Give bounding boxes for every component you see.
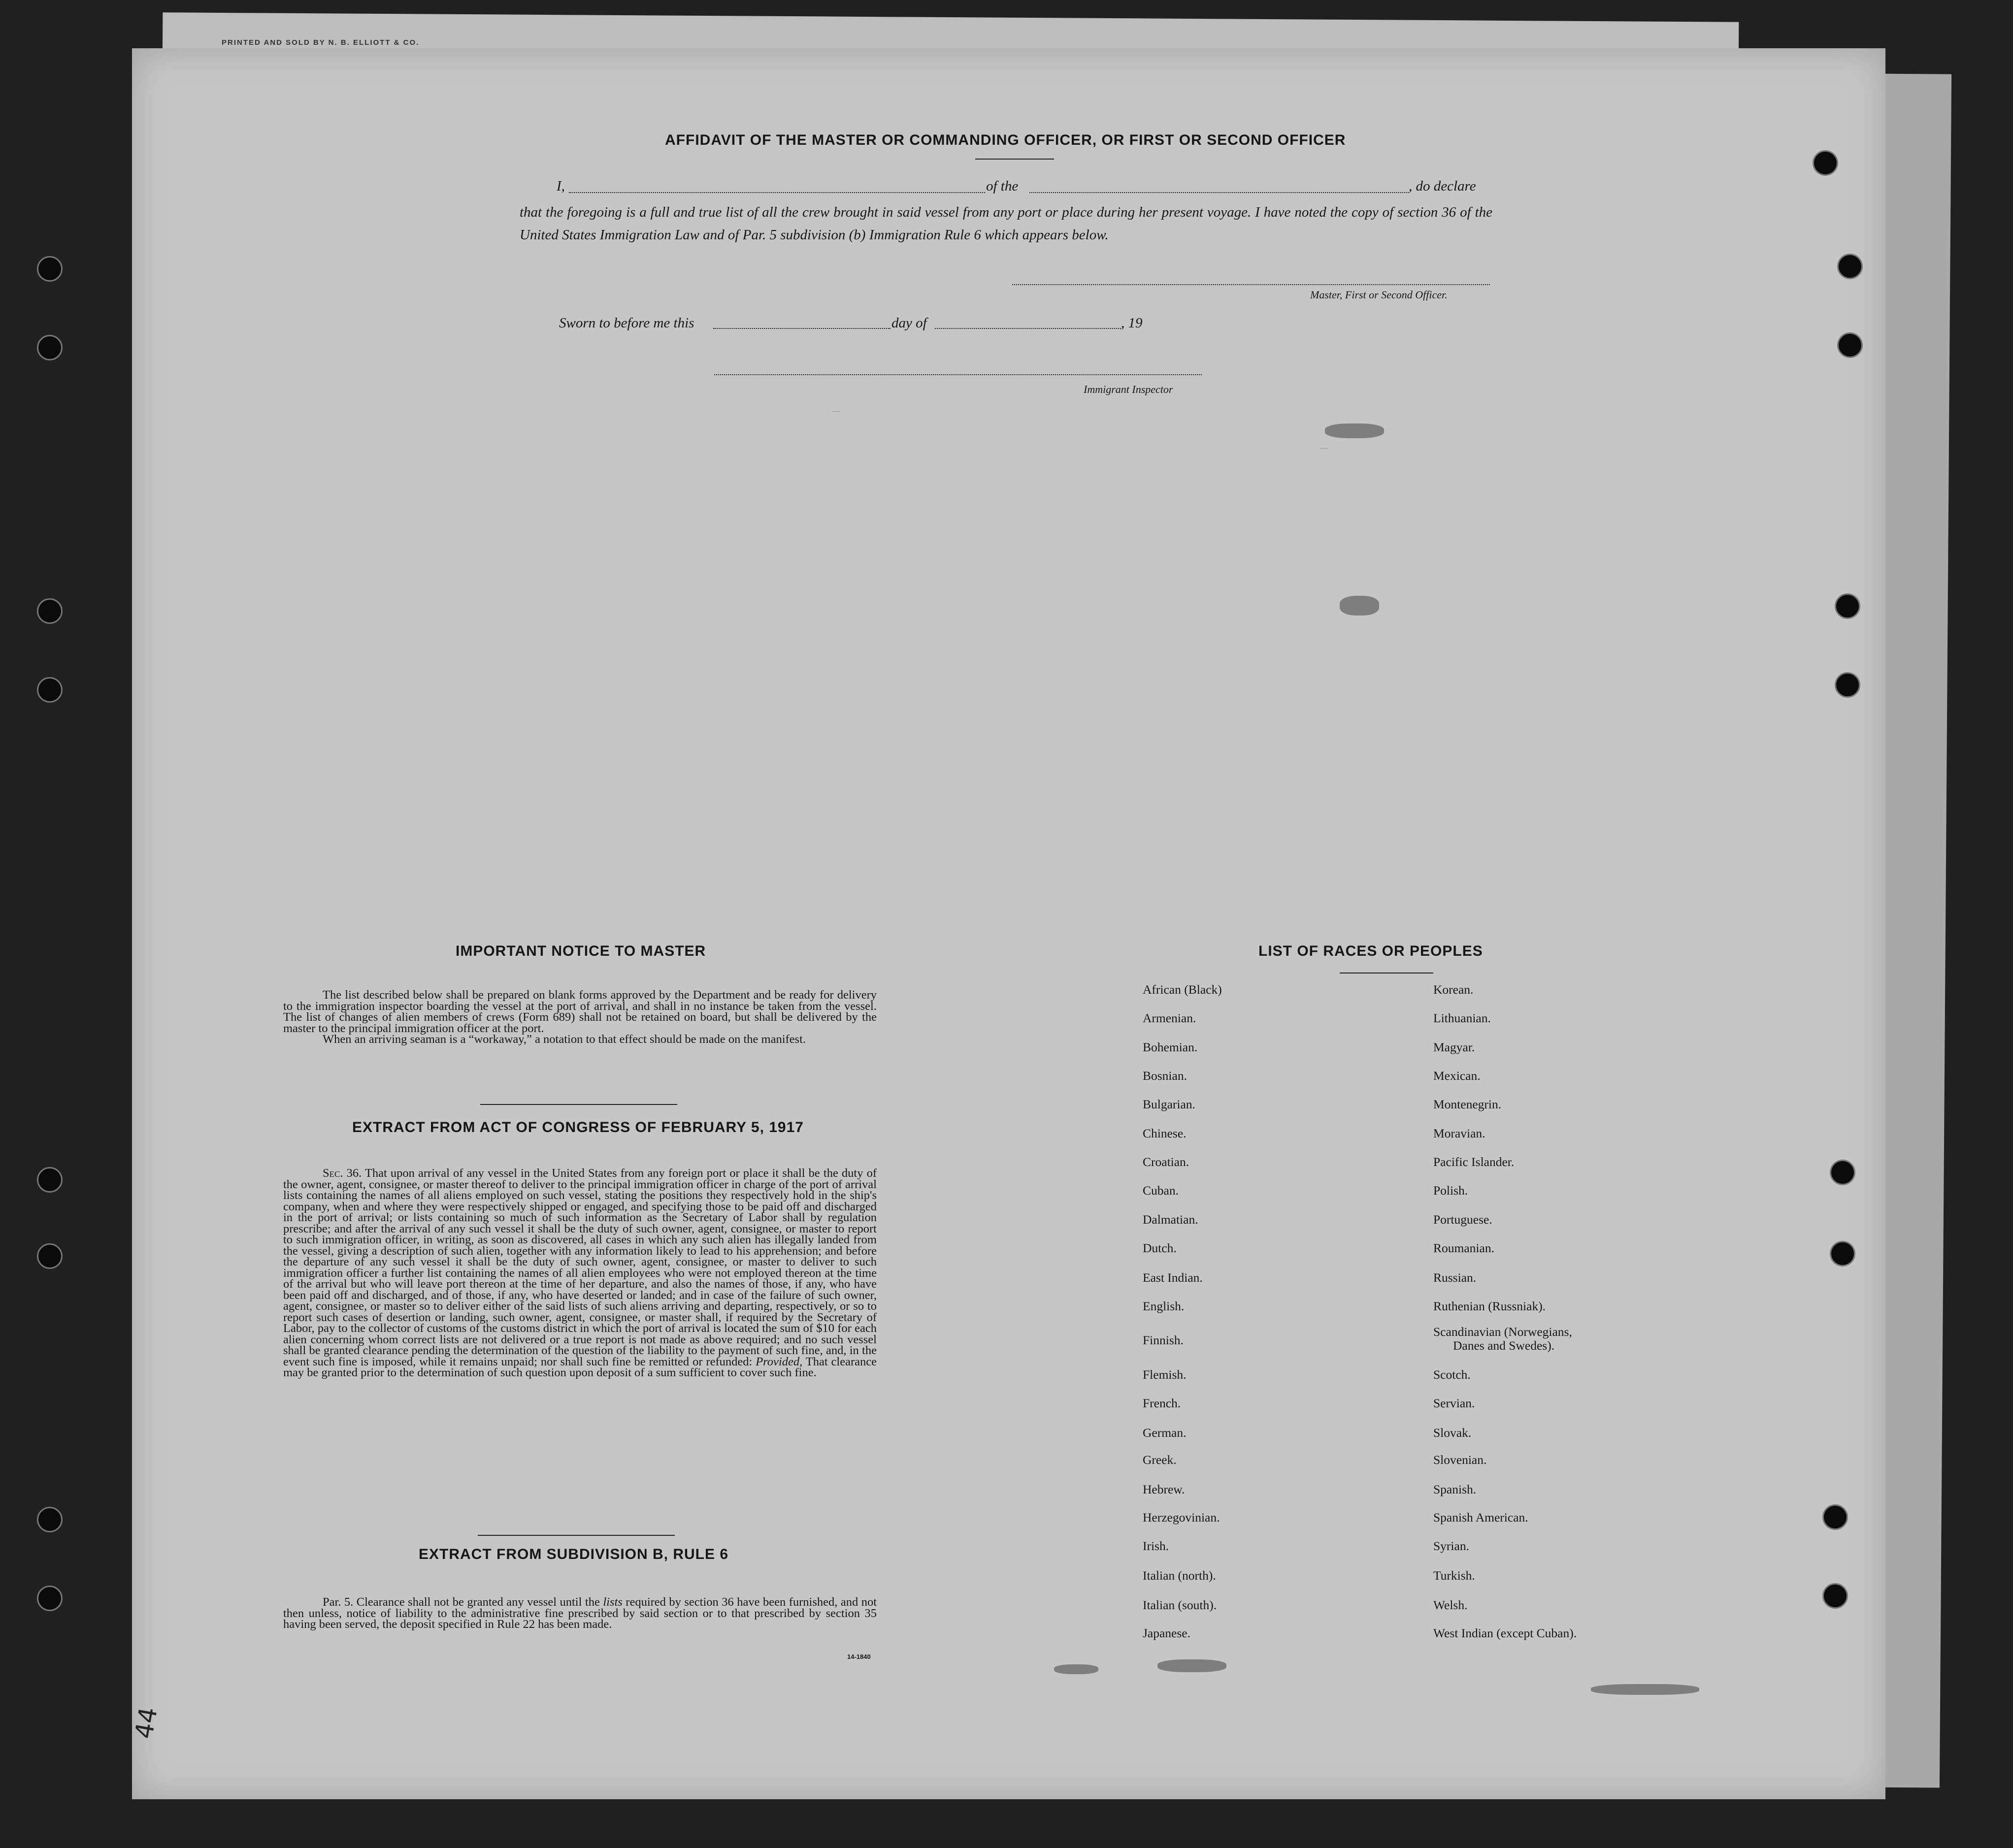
race-item: Magyar. <box>1433 1040 1475 1054</box>
punch-hole <box>1835 593 1860 619</box>
sworn-year-label: , 19 <box>1121 315 1143 331</box>
race-item: Syrian. <box>1433 1539 1469 1553</box>
inspector-signature-field[interactable] <box>714 374 1202 375</box>
race-item: Italian (north). <box>1143 1568 1216 1583</box>
race-item: Slovenian. <box>1433 1453 1487 1467</box>
declarant-prefix: I, <box>557 178 565 194</box>
race-item: Scotch. <box>1433 1367 1471 1382</box>
race-item: Italian (south). <box>1143 1598 1217 1612</box>
race-item: Spanish American. <box>1433 1510 1528 1524</box>
act-separator <box>478 1535 675 1536</box>
race-item: Portuguese. <box>1433 1212 1492 1227</box>
race-item: Lithuanian. <box>1433 1011 1491 1025</box>
section-label: Sec. 36. <box>323 1167 362 1180</box>
race-item: Slovak. <box>1433 1426 1472 1440</box>
race-item: Korean. <box>1433 982 1474 997</box>
sworn-month-field[interactable] <box>935 328 1121 329</box>
ink-smudge <box>1591 1684 1699 1695</box>
notice-paragraph: The list described below shall be prepared on blank forms approved by the Department and be ready for delivery to the immigration inspector boarding the vessel at the port of arrival, and shall in no instance be taken from the vessel. The list of changes of alien members of crews (Form 689) shall not be retained on board, but shall be delivered by the master to the principal immigration officer at the port. <box>283 988 877 1035</box>
punch-hole <box>37 335 63 360</box>
sworn-prefix: Sworn to before me this <box>559 315 694 331</box>
punch-hole <box>37 598 63 624</box>
ink-smudge <box>1157 1659 1226 1672</box>
inspector-label: Immigrant Inspector <box>1084 383 1173 395</box>
ink-smudge <box>1340 596 1379 616</box>
punch-hole <box>1813 150 1838 176</box>
race-item: Hebrew. <box>1143 1482 1185 1496</box>
punch-hole <box>1837 254 1863 279</box>
printer-imprint: PRINTED AND SOLD BY N. B. ELLIOTT & CO. <box>222 38 420 47</box>
section-36-text: That upon arrival of any vessel in the United States from any foreign port or place it shall be the duty of the owner, agent, consignee, or master thereof to deliver to the principal immigration officer in charge of the port of arrival lists containing the names of all aliens employed on such vessel, stating the positions they respectively hold in the ship's company, when and where they were respectively shipped or engaged, and specifying those to be paid off and discharged in the port of arrival; or lists containing so much of such information as the Secretary of Labor shall by regulation prescribe; and after the arrival of any such vessel it shall be the duty of such owner, agent, consignee, or master to report to such immigration officer, in writing, as soon as discovered, all cases in which any such alien has illegally landed from the vessel, giving a description of such alien, together with any information likely to lead to his apprehension; and before the departure of any such vessel it shall be the duty of such owner, agent, consignee, or master to deliver to such immigration officer a further list containing the names of all alien employees who were not employed thereon at the time of the arrival but who will leave port thereon at the time of her departure, and also the names of those, if any, who have been paid off and discharged, and of those, if any, who have deserted or landed; and in case of the failure of such owner, agent, consignee, or master so to deliver either of the said lists of such aliens arriving and departing, respectively, or so to report such cases of desertion or landing, such owner, agent, consignee, or master shall, if required by the Secretary of Labor, pay to the collector of customs of the customs district in which the port of arrival is located the sum of $10 for each alien concerning whom correct lists are not delivered or a true report is not made as above required; and no such vessel shall be granted clearance pending the determination of the question of the liability to the payment of such fine, and, in the event such fine is imposed, while it remains unpaid; nor shall such fine be remitted or refunded: <box>283 1167 877 1368</box>
master-signature-field[interactable] <box>1012 284 1490 285</box>
race-item: Scandinavian (Norwegians, <box>1433 1325 1572 1339</box>
race-item: English. <box>1143 1299 1185 1313</box>
race-item: Bosnian. <box>1143 1069 1187 1083</box>
section-36-text-end: That clearance may be granted prior to the determination of such question upon deposit of a sum sufficient to cover such fine. <box>283 1355 877 1379</box>
race-item: Flemish. <box>1143 1367 1187 1382</box>
race-item: Herzegovinian. <box>1143 1510 1220 1524</box>
rule-extract-title: EXTRACT FROM SUBDIVISION B, RULE 6 <box>419 1546 729 1562</box>
notice-separator <box>480 1104 677 1105</box>
punch-hole <box>37 1167 63 1193</box>
race-item: French. <box>1143 1396 1181 1410</box>
race-item: Servian. <box>1433 1396 1475 1410</box>
race-item: Mexican. <box>1433 1069 1481 1083</box>
affidavit-title-rule <box>975 159 1054 160</box>
rule-text-end: required by section 36 have been furnished, and not then unless, notice of liability to the administrative fine prescribed by said section or to that prescribed by section 35 having been served, the deposit specified in Rule 22 has been made. <box>283 1595 877 1631</box>
race-item: German. <box>1143 1426 1187 1440</box>
sworn-day-label: day of <box>891 315 927 331</box>
rule-extract-text <box>283 1597 877 1630</box>
race-item: Turkish. <box>1433 1568 1475 1583</box>
race-item: Cuban. <box>1143 1183 1179 1198</box>
punch-hole <box>1835 672 1860 698</box>
lists-word: lists <box>603 1595 623 1609</box>
notice-paragraph: When an arriving seaman is a “workaway,” a notation to that effect should be made on the manifest. <box>323 1033 806 1046</box>
affidavit-declaration: that the foregoing is a full and true list of all the crew brought in said vessel from any port or place during her present voyage. I have noted the copy of section 36 of the United States Immigration Law and of Par. 5 subdivision (b) Immigration Rule 6 which appears below. <box>520 204 1492 243</box>
punch-hole <box>37 1507 63 1532</box>
punch-hole <box>37 677 63 703</box>
race-item: Polish. <box>1433 1183 1468 1198</box>
race-item: Montenegrin. <box>1433 1097 1502 1111</box>
race-item: Moravian. <box>1433 1126 1485 1140</box>
race-item: Greek. <box>1143 1453 1177 1467</box>
race-item: Spanish. <box>1433 1482 1477 1496</box>
punch-hole <box>1822 1583 1848 1609</box>
punch-hole <box>1822 1504 1848 1530</box>
vessel-prefix: of the <box>986 178 1019 194</box>
master-signature-label: Master, First or Second Officer. <box>1310 289 1448 301</box>
race-item: Ruthenian (Russniak). <box>1433 1299 1546 1313</box>
vessel-name-field[interactable] <box>1029 192 1409 193</box>
ink-smudge <box>1054 1664 1098 1674</box>
provided-word: Provided, <box>756 1355 803 1368</box>
notice-text <box>283 990 877 1045</box>
race-item: Croatian. <box>1143 1155 1189 1169</box>
race-item: Finnish. <box>1143 1333 1184 1347</box>
race-item: Welsh. <box>1433 1598 1468 1612</box>
bleed-through: — <box>832 404 840 419</box>
race-item: Chinese. <box>1143 1126 1187 1140</box>
punch-hole <box>37 1586 63 1611</box>
rule-text: Par. 5. Clearance shall not be granted any vessel until the <box>323 1595 600 1609</box>
affidavit-title: AFFIDAVIT OF THE MASTER OR COMMANDING OFFICER, OR FIRST OR SECOND OFFICER <box>665 132 1346 148</box>
punch-hole <box>1830 1160 1855 1185</box>
race-item: Armenian. <box>1143 1011 1196 1025</box>
race-item: Russian. <box>1433 1270 1477 1285</box>
act-extract-text <box>283 1168 877 1379</box>
race-item: Roumanian. <box>1433 1241 1494 1255</box>
race-item: Bohemian. <box>1143 1040 1198 1054</box>
race-item: Dalmatian. <box>1143 1212 1198 1227</box>
race-item: Pacific Islander. <box>1433 1155 1515 1169</box>
handwritten-margin-mark: 44 <box>129 1705 163 1741</box>
punch-hole <box>1837 332 1863 358</box>
race-item: Danes and Swedes). <box>1453 1338 1555 1353</box>
race-item: Bulgarian. <box>1143 1097 1195 1111</box>
ink-smudge <box>1325 423 1384 438</box>
declarant-name-field[interactable] <box>569 192 985 193</box>
declare-suffix: , do declare <box>1409 178 1476 194</box>
bleed-through: — <box>1320 441 1328 455</box>
race-item: Dutch. <box>1143 1241 1177 1255</box>
act-extract-title: EXTRACT FROM ACT OF CONGRESS OF FEBRUARY 5, 1917 <box>352 1119 804 1135</box>
sworn-day-field[interactable] <box>713 328 891 329</box>
form-sheet <box>129 48 1885 1799</box>
race-item: African (Black) <box>1143 982 1222 997</box>
form-number: 14-1840 <box>847 1653 871 1660</box>
race-item: East Indian. <box>1143 1270 1203 1285</box>
punch-hole <box>37 256 63 282</box>
punch-hole <box>1830 1241 1855 1266</box>
race-item: Irish. <box>1143 1539 1169 1553</box>
notice-title: IMPORTANT NOTICE TO MASTER <box>456 943 706 959</box>
race-item: West Indian (except Cuban). <box>1433 1626 1577 1640</box>
race-item: Japanese. <box>1143 1626 1190 1640</box>
races-title: LIST OF RACES OR PEOPLES <box>1258 943 1483 959</box>
punch-hole <box>37 1243 63 1269</box>
